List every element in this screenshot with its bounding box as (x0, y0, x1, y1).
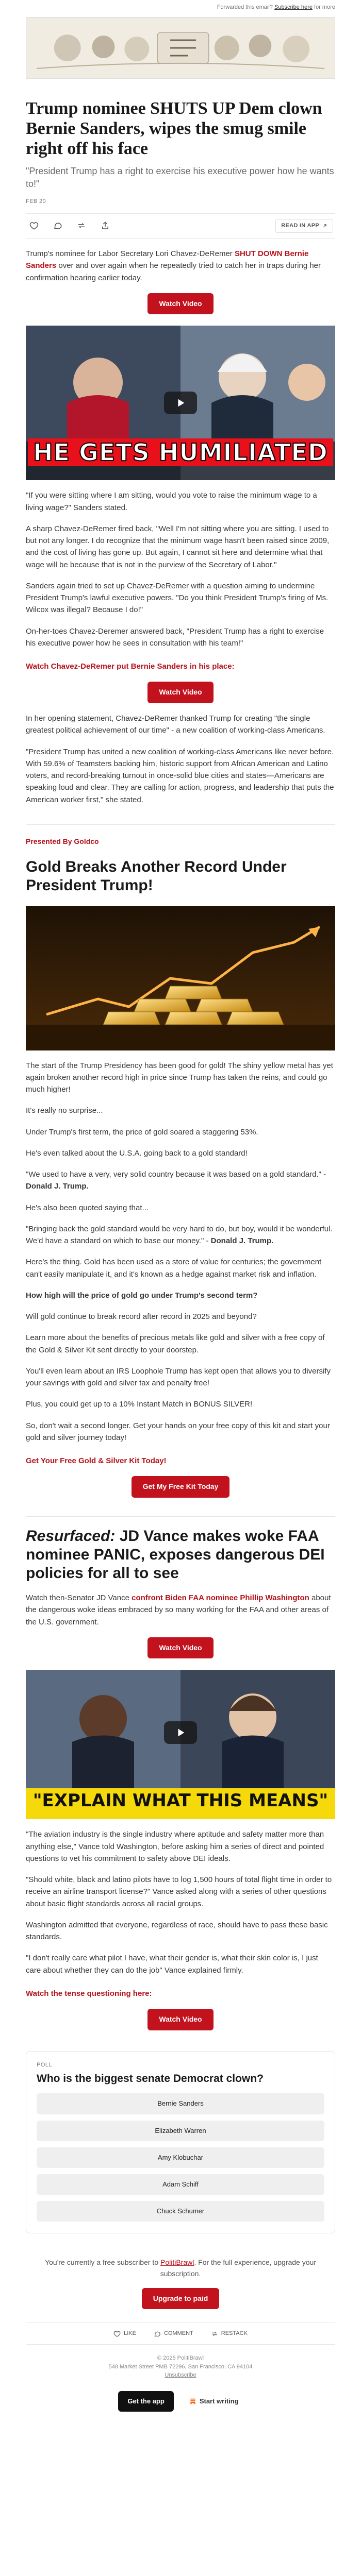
article1-paragraph: "If you were sitting where I am sitting, would you vote to raise the minimum wage to a living wage?" Sanders stated. (26, 491, 317, 512)
restack-icon (211, 2330, 218, 2337)
read-in-app-button[interactable]: READ IN APP (275, 219, 333, 233)
sponsor-paragraph: "We used to have a very, very solid country because it was based on a gold standard." - Donald J. Trump. (26, 1170, 326, 1191)
poll-option[interactable]: Adam Schiff (37, 2174, 324, 2195)
article2-title: Resurfaced: JD Vance makes woke FAA nominee PANIC, exposes dangerous DEI policies for all to see (26, 1528, 325, 1582)
poll-option[interactable]: Bernie Sanders (37, 2093, 324, 2114)
watch-video-button[interactable]: Watch Video (147, 682, 213, 703)
sponsor-paragraph: Here's the thing. Gold has been used as a store of value for centuries; the government can't easily manipulate it, and it's known as a hedge against market risk and inflation. (26, 1258, 322, 1279)
play-icon[interactable] (164, 392, 197, 414)
article2-paragraph: "Should white, black and latino pilots have to log 1,500 hours of total flight time in order to receive an airline transport license?" Vance asked along with a series of other questions about basic flight standards across all racial groups. (26, 1875, 332, 1908)
upgrade-button[interactable]: Upgrade to paid (142, 2288, 220, 2310)
gold-bars-image (26, 906, 335, 1050)
footer-actions-bar (26, 2323, 335, 2345)
article1-paragraph: "President Trump has united a new coalition of working-class Americans like never before. With 59.6% of Teamsters backing him, historic support from African American and Latino voters, and record-breaking turnout in once-solid blue cities and states—Americans are speaking loud and clear. They are calling for action, progress, and leadership that puts the American worker first," she stated. (26, 747, 334, 804)
divider (26, 824, 335, 825)
sponsor-paragraph: You'll even learn about an IRS Loophole Trump has kept open that allows you to diversify your savings with gold and silver tax and penalty free! (26, 1366, 331, 1388)
forwarded-note: Forwarded this email? Subscribe here for more (217, 4, 335, 10)
heart-icon[interactable] (28, 219, 40, 232)
sponsor-paragraph: "Bringing back the gold standard would be very hard to do, but boy, would it be wonderful. We'd have a standard on which to base our money." - Donald J. Trump. (26, 1224, 333, 1246)
sponsor-question: How high will the price of gold go under Trump's second term? (26, 1291, 258, 1300)
publication-link[interactable]: PolitiBrawl (160, 2258, 194, 2267)
article1-paragraph: On-her-toes Chavez-Deremer answered back, "President Trump has a right to exercise his executive power how he sees in consultation with his team!" (26, 626, 324, 648)
start-writing-button[interactable]: Start writing (185, 2391, 243, 2412)
poll-option[interactable]: Amy Klobuchar (37, 2147, 324, 2168)
watch-video-button[interactable]: Watch Video (147, 293, 213, 315)
unsubscribe-link[interactable]: Unsubscribe (165, 2372, 196, 2379)
sponsor-label: Presented By Goldco (26, 837, 99, 845)
post-actions-bar (26, 213, 335, 239)
article1-title: Trump nominee SHUTS UP Dem clown Bernie Sanders, wipes the smug smile right off his face (26, 99, 322, 159)
article2-paragraph: Washington admitted that everyone, regardless of race, should have to pass these basic standards. (26, 1920, 328, 1942)
vance-washington-link[interactable]: confront Biden FAA nominee Phillip Washington (132, 1594, 309, 1603)
article1-subtitle: "President Trump has a right to exercise his executive power how he wants to!" (26, 166, 334, 189)
sponsor-title: Gold Breaks Another Record Under President Trump! (26, 858, 287, 894)
poll-option[interactable]: Chuck Schumer (37, 2201, 324, 2222)
email-container (26, 0, 335, 2429)
article1-video-thumbnail[interactable] (26, 326, 335, 480)
poll-card (26, 2051, 335, 2233)
bottom-bar (26, 2391, 335, 2429)
divider (26, 1516, 335, 1517)
article1-paragraph: In her opening statement, Chavez-DeRemer thanked Trump for creating "the single greatest political achievement of our time" - a new coalition of working-class Americans. (26, 714, 325, 735)
sponsor-paragraph: He's also been quoted saying that... (26, 1203, 149, 1212)
get-app-button[interactable]: Get the app (118, 2391, 174, 2412)
poll-question: Who is the biggest senate Democrat clown? (37, 2072, 264, 2084)
restack-button[interactable]: RESTACK (211, 2329, 248, 2338)
heart-icon (113, 2330, 121, 2337)
article2-paragraph: "I don't really care what pilot I have, what their gender is, what their skin color is, I just care about whether they can do the job" Vance explained firmly. (26, 1954, 318, 1975)
sponsor-paragraph: Learn more about the benefits of precious metals like gold and silver with a free copy of the Gold & Silver Kit sent directly to your doorstep. (26, 1333, 325, 1354)
poll-label: POLL (37, 2061, 53, 2068)
masthead-banner (26, 17, 335, 79)
substack-logo-icon (189, 2398, 196, 2405)
poll-option[interactable]: Elizabeth Warren (37, 2121, 324, 2141)
post-date: FEB 20 (26, 198, 46, 205)
thumbnail-caption: HE GETS HUMILIATED (28, 438, 333, 466)
comment-button[interactable]: COMMENT (154, 2329, 193, 2338)
watch-video-button[interactable]: Watch Video (147, 2009, 213, 2030)
bernie-link[interactable]: SHUT DOWN Bernie Sanders (26, 249, 309, 270)
watch-video-button[interactable]: Watch Video (147, 1637, 213, 1659)
comment-icon[interactable] (52, 219, 64, 232)
watch-heading: Watch Chavez-DeRemer put Bernie Sanders in his place: (26, 662, 235, 671)
subscription-message: You're currently a free subscriber to PolitiBrawl. For the full experience, upgrade your subscription. (45, 2258, 316, 2278)
sponsor-paragraph: He's even talked about the U.S.A. going back to a gold standard! (26, 1148, 248, 1158)
masthead-illustration (26, 17, 335, 79)
sponsor-paragraph: It's really no surprise... (26, 1106, 103, 1115)
sponsor-paragraph: Plus, you could get up to a 10% Instant Match in BONUS SILVER! (26, 1400, 253, 1409)
article2-video-thumbnail[interactable] (26, 1670, 335, 1819)
article1-paragraph: Sanders again tried to set up Chavez-DeRemer with a question aiming to undermine President Trump's lawful executive powers. "Do you think President Trump's firing of Ms. Wilcox was illegal? Because I do!" (26, 581, 329, 615)
subscribe-link[interactable]: Subscribe here (274, 4, 313, 10)
sponsor-paragraph: So, don't wait a second longer. Get your hands on your free copy of this kit and start your gold and silver journey today! (26, 1421, 330, 1442)
share-icon[interactable] (99, 219, 111, 232)
restack-icon[interactable] (75, 219, 88, 232)
sponsor-paragraph: Under Trump's first term, the price of gold soared a staggering 53%. (26, 1127, 258, 1137)
article1-paragraph: Trump's nominee for Labor Secretary Lori Chavez-DeRemer SHUT DOWN Bernie Sanders over and over again when he repeatedly tried to catch her in traps during her confirmation hearing earlier today. (26, 249, 321, 282)
article2-paragraph: "The aviation industry is the single industry where aptitude and safety matter more than anything else," Vance told Washington, before asking him a series of direct and pointed questions to vet his commitment to safety above DEI ideals. (26, 1830, 324, 1863)
sponsor-paragraph: The start of the Trump Presidency has been good for gold! The shiny yellow metal has yet again broken another record high in price since Trump has taken the reins, and could go much higher! (26, 1061, 333, 1094)
sponsor-paragraph: Will gold continue to break record after record in 2025 and beyond? (26, 1312, 257, 1321)
footer-copyright: © 2025 PolitiBrawl 548 Market Street PMB 72296, San Francisco, CA 94104 Unsubscribe (26, 2354, 335, 2380)
play-icon[interactable] (164, 1721, 197, 1744)
comment-icon (154, 2330, 161, 2337)
external-link-icon (322, 223, 327, 228)
thumbnail-caption: "EXPLAIN WHAT THIS MEANS" (32, 1790, 329, 1811)
article2-paragraph: Watch then-Senator JD Vance confront Biden FAA nominee Phillip Washington about the dangerous woke ideas embraced by so many working for the FAA and other areas of the U.S. government. (26, 1594, 331, 1626)
sponsor-cta-link[interactable]: Get Your Free Gold & Silver Kit Today! (26, 1456, 167, 1466)
like-button[interactable]: LIKE (113, 2329, 136, 2338)
article1-paragraph: A sharp Chavez-DeRemer fired back, "Well I'm not sitting where you are sitting. I used to but not any longer. I do recognize that the minimum wage hasn't been raised since 2009, and the cost of living has gone up. But again, I cannot sit here and determine what that wage will be because that is not in the purview of the Secretary of Labor." (26, 524, 330, 569)
watch-heading: Watch the tense questioning here: (26, 1989, 152, 1998)
get-free-kit-button[interactable]: Get My Free Kit Today (132, 1476, 230, 1498)
